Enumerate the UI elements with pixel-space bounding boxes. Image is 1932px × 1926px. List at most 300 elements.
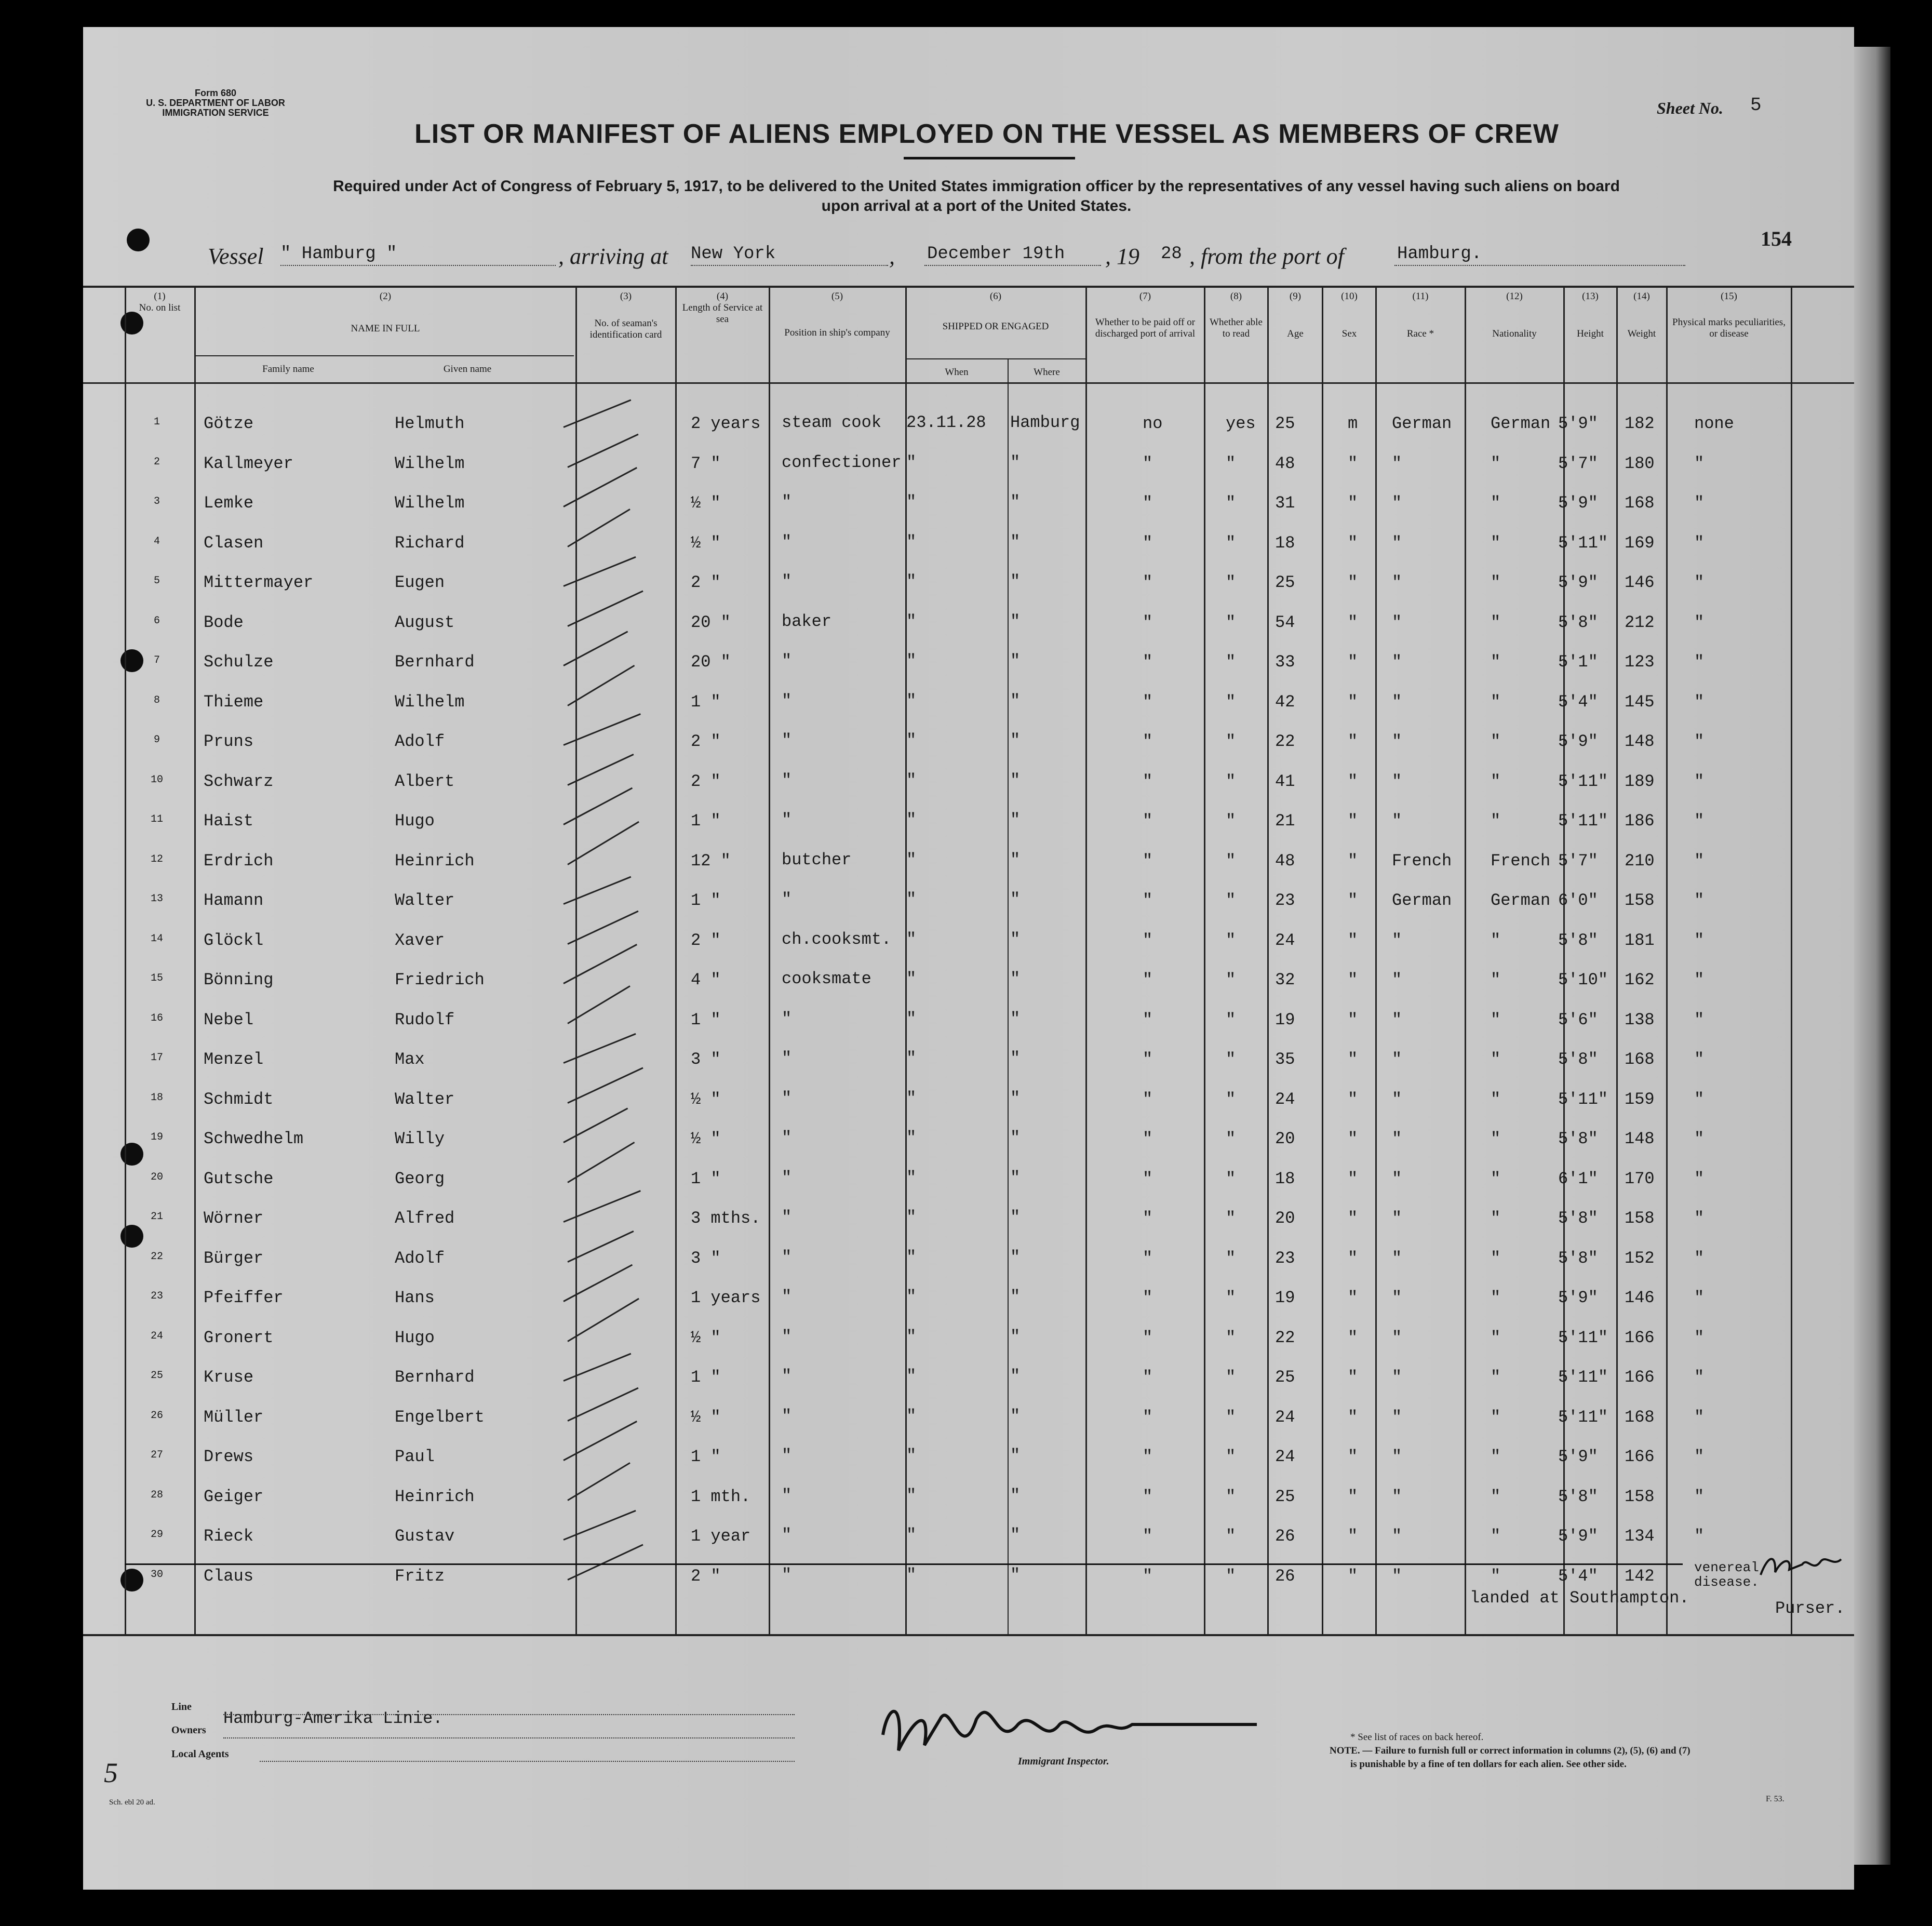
race-cell: " bbox=[1392, 732, 1402, 751]
family-name-cell: Schulze bbox=[204, 652, 274, 672]
nationality-cell: " bbox=[1491, 1328, 1501, 1347]
shipped-where-cell: " bbox=[1010, 810, 1021, 830]
col-num: (15) bbox=[1721, 291, 1737, 302]
age-cell: 31 bbox=[1275, 493, 1295, 513]
race-cell: " bbox=[1392, 1408, 1402, 1427]
height-cell: 5'9" bbox=[1558, 1447, 1598, 1466]
family-name-cell: Rieck bbox=[204, 1527, 254, 1546]
position-cell: " bbox=[782, 492, 792, 512]
shipped-when-cell: " bbox=[906, 612, 917, 631]
given-name-cell: August bbox=[395, 613, 455, 632]
given-name-cell: Gustav bbox=[395, 1527, 455, 1546]
given-name-cell: Bernhard bbox=[395, 1368, 475, 1387]
page-number: 154 bbox=[1761, 227, 1792, 250]
nationality-cell: " bbox=[1491, 1090, 1501, 1109]
physical-marks-cell: " bbox=[1694, 1129, 1705, 1148]
form-code: F. 53. bbox=[1766, 1795, 1785, 1803]
paid-off-cell: " bbox=[1143, 1249, 1153, 1268]
service-length-cell: 4 " bbox=[691, 970, 721, 989]
physical-marks-cell: " bbox=[1694, 1408, 1705, 1427]
paid-off-cell: " bbox=[1143, 1288, 1153, 1307]
race-cell: " bbox=[1392, 1249, 1402, 1268]
weight-cell: 148 bbox=[1625, 732, 1655, 751]
age-cell: 54 bbox=[1275, 613, 1295, 632]
sex-cell: " bbox=[1348, 1567, 1358, 1586]
age-cell: 19 bbox=[1275, 1288, 1295, 1307]
shipped-where-cell: " bbox=[1010, 612, 1021, 631]
physical-marks-cell: " bbox=[1694, 732, 1705, 751]
service-length-cell: 20 " bbox=[691, 613, 731, 632]
physical-marks-cell: " bbox=[1694, 1249, 1705, 1268]
punch-hole bbox=[120, 1143, 143, 1166]
dotted-fill-line bbox=[260, 1761, 795, 1762]
paid-off-cell: " bbox=[1143, 1010, 1153, 1029]
shipped-where-cell: " bbox=[1010, 771, 1021, 790]
height-cell: 5'8" bbox=[1558, 1209, 1598, 1228]
col-divider bbox=[1322, 286, 1323, 1636]
row-number-cell: 14 bbox=[150, 933, 163, 945]
table-top-border bbox=[83, 286, 1854, 288]
family-name-cell: Nebel bbox=[204, 1010, 254, 1029]
age-cell: 24 bbox=[1275, 1447, 1295, 1466]
height-cell: 5'10" bbox=[1558, 970, 1608, 989]
position-cell: confectioner bbox=[782, 453, 902, 472]
race-cell: " bbox=[1392, 573, 1402, 592]
col-title: Position in ship's company bbox=[784, 327, 890, 338]
nationality-cell: " bbox=[1491, 1169, 1501, 1188]
able-to-read-cell: " bbox=[1226, 1328, 1236, 1347]
age-cell: 48 bbox=[1275, 454, 1295, 473]
family-name-cell: Clasen bbox=[204, 533, 264, 553]
col-header-height bbox=[1565, 291, 1615, 340]
weight-cell: 158 bbox=[1625, 1487, 1655, 1506]
race-cell: " bbox=[1392, 931, 1402, 950]
col-header-read bbox=[1206, 291, 1266, 340]
physical-marks-cell: " bbox=[1694, 851, 1705, 871]
dotted-fill-line bbox=[1394, 265, 1685, 266]
race-cell: French bbox=[1392, 851, 1452, 871]
col-header-position bbox=[771, 291, 904, 339]
sex-cell: " bbox=[1348, 454, 1358, 473]
col-header-given: Given name bbox=[443, 364, 492, 374]
paid-off-cell: " bbox=[1143, 1408, 1153, 1427]
position-cell: " bbox=[782, 1128, 792, 1147]
service-length-cell: 2 " bbox=[691, 1567, 721, 1586]
able-to-read-cell: " bbox=[1226, 1368, 1236, 1387]
weight-cell: 158 bbox=[1625, 891, 1655, 910]
age-cell: 25 bbox=[1275, 1487, 1295, 1506]
service-length-cell: 1 " bbox=[691, 1447, 721, 1466]
able-to-read-cell: " bbox=[1226, 732, 1236, 751]
sex-cell: " bbox=[1348, 811, 1358, 831]
col-divider bbox=[1563, 286, 1565, 1636]
physical-marks-cell: " bbox=[1694, 1487, 1705, 1506]
col-title: Race * bbox=[1406, 328, 1434, 339]
weight-cell: 212 bbox=[1625, 613, 1655, 632]
position-cell: " bbox=[782, 1486, 792, 1505]
sex-cell: " bbox=[1348, 573, 1358, 592]
able-to-read-cell: " bbox=[1226, 652, 1236, 672]
able-to-read-cell: " bbox=[1226, 613, 1236, 632]
physical-marks-cell: " bbox=[1694, 772, 1705, 791]
weight-cell: 166 bbox=[1625, 1368, 1655, 1387]
weight-cell: 168 bbox=[1625, 1408, 1655, 1427]
row-number-cell: 10 bbox=[150, 774, 163, 786]
service-length-cell: 1 " bbox=[691, 692, 721, 712]
paid-off-cell: " bbox=[1143, 1050, 1153, 1069]
service-length-cell: 2 " bbox=[691, 732, 721, 751]
weight-cell: 145 bbox=[1625, 692, 1655, 712]
position-cell: " bbox=[782, 1208, 792, 1227]
service-length-cell: 1 " bbox=[691, 891, 721, 910]
age-cell: 22 bbox=[1275, 732, 1295, 751]
sex-cell: " bbox=[1348, 1169, 1358, 1188]
nationality-cell: German bbox=[1491, 891, 1551, 910]
col-header-nationality bbox=[1467, 291, 1562, 340]
shipped-when-cell: " bbox=[906, 810, 917, 830]
age-cell: 24 bbox=[1275, 1408, 1295, 1427]
race-cell: " bbox=[1392, 1169, 1402, 1188]
paid-off-cell: " bbox=[1143, 1328, 1153, 1347]
dotted-fill-line bbox=[223, 1737, 795, 1738]
shipped-when-cell: " bbox=[906, 890, 917, 909]
col-header-age bbox=[1269, 291, 1321, 340]
shipped-when-cell: " bbox=[906, 1089, 917, 1108]
family-name-cell: Erdrich bbox=[204, 851, 274, 871]
service-length-cell: 2 years bbox=[691, 414, 761, 433]
row-number-cell: 11 bbox=[150, 813, 163, 825]
weight-cell: 146 bbox=[1625, 573, 1655, 592]
shipped-header-rule bbox=[906, 358, 1085, 359]
sex-cell: " bbox=[1348, 493, 1358, 513]
sex-cell: " bbox=[1348, 652, 1358, 672]
physical-marks-cell: " bbox=[1694, 454, 1705, 473]
nationality-cell: French bbox=[1491, 851, 1551, 871]
service-length-cell: 20 " bbox=[691, 652, 731, 672]
nationality-cell: " bbox=[1491, 533, 1501, 553]
paid-off-cell: " bbox=[1143, 891, 1153, 910]
paper-curl-shadow bbox=[1854, 47, 1890, 1865]
physical-marks-cell: none bbox=[1694, 414, 1734, 433]
nationality-cell: " bbox=[1491, 1129, 1501, 1148]
weight-cell: 148 bbox=[1625, 1129, 1655, 1148]
document-title: LIST OR MANIFEST OF ALIENS EMPLOYED ON THE VESSEL AS MEMBERS OF CREW bbox=[414, 119, 1559, 149]
paid-off-cell: " bbox=[1143, 1527, 1153, 1546]
height-cell: 5'1" bbox=[1558, 652, 1598, 672]
able-to-read-cell: " bbox=[1226, 970, 1236, 989]
col-title: Sex bbox=[1341, 328, 1357, 339]
nationality-cell: " bbox=[1491, 1288, 1501, 1307]
punch-hole bbox=[120, 1225, 143, 1248]
weight-cell: 146 bbox=[1625, 1288, 1655, 1307]
col-header-shipped bbox=[907, 291, 1084, 332]
able-to-read-cell: " bbox=[1226, 1169, 1236, 1188]
family-name-cell: Götze bbox=[204, 414, 254, 433]
col-num: (11) bbox=[1412, 291, 1429, 302]
service-length-cell: ½ " bbox=[691, 1129, 721, 1148]
age-cell: 48 bbox=[1275, 851, 1295, 871]
shipped-where-cell: " bbox=[1010, 453, 1021, 472]
given-name-cell: Willy bbox=[395, 1129, 445, 1148]
age-cell: 33 bbox=[1275, 652, 1295, 672]
position-cell: " bbox=[782, 890, 792, 909]
given-name-cell: Rudolf bbox=[395, 1010, 455, 1029]
paid-off-cell: " bbox=[1143, 1487, 1153, 1506]
race-cell: " bbox=[1392, 613, 1402, 632]
family-name-cell: Müller bbox=[204, 1408, 264, 1427]
shipped-where-cell: Hamburg bbox=[1010, 413, 1080, 432]
given-name-cell: Wilhelm bbox=[395, 692, 465, 712]
form-line: U. S. DEPARTMENT OF LABOR bbox=[146, 98, 285, 108]
weight-cell: 182 bbox=[1625, 414, 1655, 433]
form-line: Form 680 bbox=[194, 88, 237, 98]
col-num: (10) bbox=[1341, 291, 1358, 302]
paid-off-cell: " bbox=[1143, 1129, 1153, 1148]
paid-off-cell: " bbox=[1143, 533, 1153, 553]
weight-cell: 162 bbox=[1625, 970, 1655, 989]
age-cell: 20 bbox=[1275, 1129, 1295, 1148]
shipped-when-cell: " bbox=[906, 1248, 917, 1267]
given-name-cell: Albert bbox=[395, 772, 455, 791]
table-left-border bbox=[125, 286, 126, 1636]
position-cell: " bbox=[782, 771, 792, 790]
race-cell: German bbox=[1392, 414, 1452, 433]
race-cell: " bbox=[1392, 1487, 1402, 1506]
col-divider bbox=[675, 286, 677, 1636]
col-title: No. on list bbox=[139, 302, 181, 313]
physical-marks-cell: " bbox=[1694, 1090, 1705, 1109]
row-number-cell: 21 bbox=[150, 1211, 163, 1223]
sex-cell: " bbox=[1348, 772, 1358, 791]
row-number-cell: 5 bbox=[153, 575, 160, 587]
sex-cell: " bbox=[1348, 1368, 1358, 1387]
given-name-cell: Eugen bbox=[395, 573, 445, 592]
height-cell: 5'11" bbox=[1558, 811, 1608, 831]
able-to-read-cell: " bbox=[1226, 1129, 1236, 1148]
arrival-date: December 19th bbox=[927, 244, 1065, 264]
row-number-cell: 17 bbox=[150, 1052, 163, 1064]
race-cell: " bbox=[1392, 493, 1402, 513]
shipped-where-cell: " bbox=[1010, 1248, 1021, 1267]
col-divider bbox=[1375, 286, 1377, 1636]
races-note: * See list of races on back hereof. bbox=[1350, 1732, 1484, 1743]
paid-off-cell: " bbox=[1143, 573, 1153, 592]
given-name-cell: Georg bbox=[395, 1169, 445, 1188]
position-cell: " bbox=[782, 1566, 792, 1585]
able-to-read-cell: " bbox=[1226, 1527, 1236, 1546]
row-number-cell: 3 bbox=[153, 496, 160, 507]
shipped-when-cell: " bbox=[906, 1486, 917, 1505]
family-name-cell: Gutsche bbox=[204, 1169, 274, 1188]
given-name-cell: Paul bbox=[395, 1447, 435, 1466]
position-cell: " bbox=[782, 1009, 792, 1028]
col-header-id-card bbox=[578, 291, 674, 341]
col-title: Whether able to read bbox=[1210, 317, 1263, 339]
service-length-cell: ½ " bbox=[691, 1090, 721, 1109]
weight-cell: 181 bbox=[1625, 931, 1655, 950]
able-to-read-cell: " bbox=[1226, 1090, 1236, 1109]
sex-cell: " bbox=[1348, 1129, 1358, 1148]
physical-marks-cell: " bbox=[1694, 493, 1705, 513]
able-to-read-cell: " bbox=[1226, 1050, 1236, 1069]
col-title: Nationality bbox=[1492, 328, 1537, 339]
shipped-when-cell: " bbox=[906, 1049, 917, 1068]
col-divider bbox=[575, 286, 577, 1636]
race-cell: " bbox=[1392, 454, 1402, 473]
physical-marks-cell: " bbox=[1694, 573, 1705, 592]
position-cell: " bbox=[782, 1446, 792, 1465]
position-cell: steam cook bbox=[782, 413, 882, 432]
able-to-read-cell: " bbox=[1226, 692, 1236, 712]
row-number-cell: 30 bbox=[150, 1569, 163, 1581]
nationality-cell: " bbox=[1491, 454, 1501, 473]
physical-marks-cell: " bbox=[1694, 970, 1705, 989]
age-cell: 41 bbox=[1275, 772, 1295, 791]
physical-marks-cell: " bbox=[1694, 692, 1705, 712]
paid-off-cell: no bbox=[1143, 414, 1163, 433]
position-cell: " bbox=[782, 1248, 792, 1267]
physical-marks-cell: " bbox=[1694, 811, 1705, 831]
given-name-cell: Fritz bbox=[395, 1567, 445, 1586]
given-name-cell: Max bbox=[395, 1050, 425, 1069]
col-title: No. of seaman's identification card bbox=[589, 318, 662, 340]
nationality-cell: German bbox=[1491, 414, 1551, 433]
family-name-cell: Kruse bbox=[204, 1368, 254, 1387]
table-header-bottom bbox=[83, 382, 1854, 384]
shipped-where-cell: " bbox=[1010, 1526, 1021, 1545]
family-name-cell: Bode bbox=[204, 613, 244, 632]
position-cell: " bbox=[782, 1327, 792, 1346]
row-number-cell: 16 bbox=[150, 1012, 163, 1024]
shipped-where-cell: " bbox=[1010, 1566, 1021, 1585]
weight-cell: 166 bbox=[1625, 1328, 1655, 1347]
family-name-cell: Hamann bbox=[204, 891, 264, 910]
position-cell: " bbox=[782, 1089, 792, 1108]
row-number-cell: 2 bbox=[153, 456, 160, 468]
able-to-read-cell: " bbox=[1226, 1567, 1236, 1586]
able-to-read-cell: " bbox=[1226, 811, 1236, 831]
penalty-note-line2: is punishable by a fine of ten dollars for each alien. See other side. bbox=[1350, 1759, 1627, 1770]
height-cell: 5'8" bbox=[1558, 1249, 1598, 1268]
shipped-when-cell: " bbox=[906, 1446, 917, 1465]
sex-cell: " bbox=[1348, 732, 1358, 751]
subtitle-line: upon arrival at a port of the United States. bbox=[821, 197, 1132, 215]
race-cell: German bbox=[1392, 891, 1452, 910]
col-title: NAME IN FULL bbox=[351, 323, 420, 334]
col-divider bbox=[769, 286, 770, 1636]
paid-off-cell: " bbox=[1143, 931, 1153, 950]
sex-cell: " bbox=[1348, 1527, 1358, 1546]
race-cell: " bbox=[1392, 1447, 1402, 1466]
race-cell: " bbox=[1392, 692, 1402, 712]
race-cell: " bbox=[1392, 772, 1402, 791]
paid-off-cell: " bbox=[1143, 1169, 1153, 1188]
family-name-cell: Bönning bbox=[204, 970, 274, 989]
sex-cell: m bbox=[1348, 414, 1358, 433]
weight-cell: 169 bbox=[1625, 533, 1655, 553]
able-to-read-cell: " bbox=[1226, 1408, 1236, 1427]
physical-marks-cell: " bbox=[1694, 1209, 1705, 1228]
year-prefix: , 19 bbox=[1105, 244, 1139, 269]
weight-cell: 159 bbox=[1625, 1090, 1655, 1109]
col-num: (1) bbox=[154, 291, 166, 302]
family-name-cell: Pruns bbox=[204, 732, 254, 751]
service-length-cell: ½ " bbox=[691, 493, 721, 513]
height-cell: 5'8" bbox=[1558, 1129, 1598, 1148]
row-number-cell: 23 bbox=[150, 1290, 163, 1302]
service-length-cell: 1 years bbox=[691, 1288, 761, 1307]
given-name-cell: Wilhelm bbox=[395, 493, 465, 513]
family-name-cell: Pfeiffer bbox=[204, 1288, 284, 1307]
race-cell: " bbox=[1392, 811, 1402, 831]
shipped-where-cell: " bbox=[1010, 930, 1021, 949]
age-cell: 25 bbox=[1275, 1368, 1295, 1387]
physical-marks-cell: " bbox=[1694, 1447, 1705, 1466]
sex-cell: " bbox=[1348, 931, 1358, 950]
owners-value: Hamburg-Amerika Linie. bbox=[223, 1709, 443, 1728]
weight-cell: 170 bbox=[1625, 1169, 1655, 1188]
paid-off-cell: " bbox=[1143, 1090, 1153, 1109]
shipped-when-cell: " bbox=[906, 969, 917, 988]
col-num: (14) bbox=[1633, 291, 1650, 302]
race-cell: " bbox=[1392, 1567, 1402, 1586]
service-length-cell: 1 mth. bbox=[691, 1487, 751, 1506]
paid-off-cell: " bbox=[1143, 1368, 1153, 1387]
nationality-cell: " bbox=[1491, 1010, 1501, 1029]
height-cell: 5'8" bbox=[1558, 1487, 1598, 1506]
col-title: Height bbox=[1577, 328, 1604, 339]
given-name-cell: Alfred bbox=[395, 1209, 455, 1228]
position-cell: butcher bbox=[782, 850, 852, 870]
weight-cell: 134 bbox=[1625, 1527, 1655, 1546]
shipped-when-cell: " bbox=[906, 1208, 917, 1227]
race-cell: " bbox=[1392, 652, 1402, 672]
height-cell: 5'8" bbox=[1558, 1050, 1598, 1069]
nationality-cell: " bbox=[1491, 970, 1501, 989]
shipped-when-cell: " bbox=[906, 1287, 917, 1306]
height-cell: 6'1" bbox=[1558, 1169, 1598, 1188]
given-name-cell: Xaver bbox=[395, 931, 445, 950]
shipped-where-cell: " bbox=[1010, 1367, 1021, 1386]
shipped-where-cell: " bbox=[1010, 1089, 1021, 1108]
position-cell: ch.cooksmt. bbox=[782, 930, 892, 949]
service-length-cell: 1 year bbox=[691, 1527, 751, 1546]
height-cell: 5'9" bbox=[1558, 1288, 1598, 1307]
nationality-cell: " bbox=[1491, 1447, 1501, 1466]
able-to-read-cell: " bbox=[1226, 454, 1236, 473]
physical-marks-cell: " bbox=[1694, 1527, 1705, 1546]
sex-cell: " bbox=[1348, 1288, 1358, 1307]
col-divider bbox=[1791, 286, 1792, 1636]
col-header-name bbox=[196, 291, 574, 335]
shipped-when-cell: " bbox=[906, 1009, 917, 1028]
punch-hole bbox=[120, 312, 143, 335]
able-to-read-cell: " bbox=[1226, 1288, 1236, 1307]
landed-note: landed at Southampton. bbox=[1470, 1588, 1689, 1608]
able-to-read-cell: " bbox=[1226, 1249, 1236, 1268]
title-underline bbox=[904, 157, 1075, 159]
local-agents-label: Local Agents bbox=[171, 1748, 229, 1760]
shipped-when-cell: " bbox=[906, 532, 917, 552]
physical-marks-cell: " bbox=[1694, 1288, 1705, 1307]
position-cell: " bbox=[782, 532, 792, 552]
col-num: (5) bbox=[831, 291, 843, 302]
shipped-when-cell: " bbox=[906, 1407, 917, 1426]
departure-port: Hamburg. bbox=[1397, 244, 1482, 264]
family-name-cell: Kallmeyer bbox=[204, 454, 293, 473]
nationality-cell: " bbox=[1491, 772, 1501, 791]
race-cell: " bbox=[1392, 1050, 1402, 1069]
